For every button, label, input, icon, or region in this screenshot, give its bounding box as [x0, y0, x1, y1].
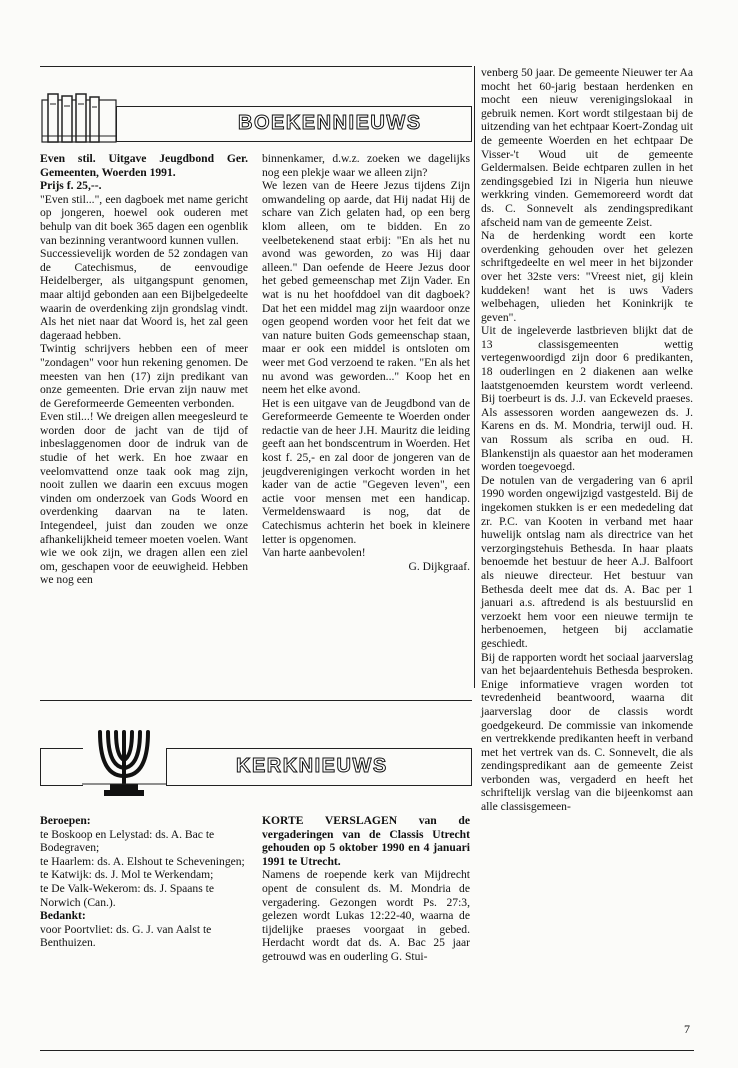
list-item: te Katwijk: ds. J. Mol te Werkendam;: [40, 868, 214, 882]
list-item: te De Valk-Wekerom: ds. J. Spaans te Norwich (Can.).: [40, 881, 215, 909]
paragraph: Uit de ingeleverde lastbrieven blijkt dat de 13 classisgemeenten wettig vertegenwoordigd zijn door 6 predikanten, 18 ouderlingen en 2 diakenen aan welke laatstgenoemden keurstem wordt verleend. Bij toerbeurt is ds. J.J. van Eckeveld praeses. Als assessoren worden aangewezen ds. J. Karens en ds. M. Mondria, terwijl oud. H. van Rossum als scriba en oud. H. Blankenstijn als quaestor aan het moderamen worden toegevoegd.: [481, 324, 693, 474]
boekennieuws-column-2: [262, 152, 470, 573]
paragraph: Successievelijk worden de 52 zondagen van de Catechismus, de eenvoudige Heidelberger, als uitgangspunt genomen, maar altijd gebonden aan een Bijbelgedeelte waarin de overdenking zijn grondslag vindt. Als het niet naar dat Woord is, het zal geen dageraad hebben.: [40, 247, 248, 342]
paragraph: "Even stil...", een dagboek met name gericht op jongeren, hoewel ook ouderen met behulp van dit boek 365 dagen een ogenblik van bezinning verantwoord kunnen vullen.: [40, 192, 248, 247]
paragraph: We lezen van de Heere Jezus tijdens Zijn omwandeling op aarde, dat Hij nadat Hij de schare van Zich gelaten had, op een berg klom alleen, om te bidden. En zo veelbetekenend staat erbij: "En als het nu avond was geworden, zo was Hij daar alleen." Dan oefende de Heere Jezus door het gebed gemeenschap met Zijn Vader. En wat is nu het hoofddoel van dit dagboek? Dat het een middel mag zijn waardoor onze ogen geopend worden voor het feit dat we van nature buiten Gods gemeenschap staan, maar er ook een middel is ontsloten om weer met God verzoend te raken. "En als het nu avond was geworden..." Koop het en neem het elke avond.: [262, 179, 470, 397]
menorah-icon: [82, 722, 166, 800]
paragraph: venberg 50 jaar. De gemeente Nieuwer ter Aa mocht het 60-jarig bestaan herdenken en mocht een nieuw verenigingslokaal in gebruik nemen. Kort wordt stilgestaan bij de uitzending van het echtpaar Koert-Zondag uit de gemeente Woerden en het echtpaar De Visser-'t Woud uit de gemeente Geldermalsen. Beide echtparen zullen in het zendingsgebied Izi in Nigeria hun nieuwe werkkring vinden. Gememoreerd wordt dat ds. C. Sonnevelt als zendingspredikant afscheid nam van de gemeente Zeist.: [481, 66, 693, 229]
list-item: voor Poortvliet: ds. G. J. van Aalst te Benthuizen.: [40, 922, 212, 950]
verslag-heading: KORTE VERSLAGEN van de vergaderingen van de Classis Utrecht gehouden op 5 oktober 1990 en 4 januari 1991 te Utrecht.: [262, 814, 470, 868]
bedankt-label: Bedankt:: [40, 909, 86, 923]
boekennieuws-banner: [40, 92, 472, 144]
book-price: Prijs f. 25,--.: [40, 179, 102, 193]
paragraph: Even stil...! We dreigen allen meegesleurd te worden door de jacht van de tijd of inbeslaggenomen door de indruk van de studie of het werk. En hoe zwaar en veelomvattend onze taak ook mag zijn, nooit zullen we daarin een excuus mogen vinden om onderzoek van Gods Woord en overdenking daarvan na te laten. Integendeel, juist dan zouden we onze afhankelijkheid temeer moeten voelen. Want wie we ook zijn, we dragen allen een ziel om, geschapen voor de eeuwigheid. Hebben we nog een: [40, 410, 248, 587]
paragraph: Het is een uitgave van de Jeugdbond van de Gereformeerde Gemeente te Woerden onder redactie van de heer J.H. Mauritz die leiding geeft aan het bondscentrum in Woerden. Het kost f. 25,- en zal door de jongeren van de jeugdverenigingen verkocht worden in het kader van de actie "Gegeven leven", een actie voor mensen met een handicap. Vermeldenswaard is nog, dat de Catechismus achterin het boek in kleinere letter is opgenomen.: [262, 396, 470, 546]
paragraph: De notulen van de vergadering van 6 april 1990 worden ongewijzigd vastgesteld. Bij de ingekomen stukken is er een mededeling dat zr. P.C. van Kooten in verband met haar huwelijk ontslag nam als directrice van het verzorgingstehuis Bethesda. In haar plaats benoemde het bestuur de heer A.J. Balfoort als nieuwe directeur. Het bestuur van Bethesda deelt mee dat ds. A. Bac per 1 januari a.s. aftredend is als bestuurslid en verzoekt hem voor een nieuwe termijn te herbenoemen, hetgeen bij acclamatie geschiedt.: [481, 473, 693, 650]
paragraph: Namens de roepende kerk van Mijdrecht opent de consulent ds. M. Mondria de vergadering. Gezongen wordt Ps. 27:3, gelezen wordt Lukas 12:22-40, waarna de tijdelijke praeses voorgaat in gebed. Herdacht wordt dat ds. A. Bac 25 jaar getrouwd was en ouderling G. Stui-: [262, 868, 470, 963]
boekennieuws-title: BOEKENNIEUWS: [238, 112, 422, 134]
list-item: te Haarlem: ds. A. Elshout te Scheveningen;: [40, 854, 245, 868]
signature: G. Dijkgraaf.: [408, 559, 470, 573]
kerknieuws-left-box: [40, 748, 83, 786]
paragraph: Twintig schrijvers hebben een of meer "zondagen" voor hun rekening genomen. De meesten van hen (17) zijn predikant van onze gemeenten. Drie ervan zijn nauw met de Gereformeerde Gemeenten verbonden.: [40, 342, 248, 410]
page-number: 7: [684, 1022, 690, 1036]
right-column: [481, 66, 693, 814]
boekennieuws-column-1: [40, 152, 248, 587]
kerknieuws-column-2: [262, 814, 470, 964]
kerknieuws-title: KERKNIEUWS: [236, 755, 388, 777]
books-icon: [40, 92, 120, 144]
column-divider-top: [474, 66, 475, 688]
paragraph: Na de herdenking wordt een korte overdenking gehouden over het gelezen schriftgedeelte en wel meer in het bijzonder over het 32ste vers: "Vreest niet, gij klein kuddeken! want het is uws Vaders welbehagen, ulieden het Koninkrijk te geven".: [481, 229, 693, 324]
kerknieuws-column-1: [40, 814, 248, 950]
paragraph: Bij de rapporten wordt het sociaal jaarverslag van het bejaardentehuis Bethesda besproken. Enige informatieve vragen worden tot tevredenheid beantwoord, waarna dit jaarverslag door de classis wordt goedgekeurd. De commissie van inkomende en vertrekkende predikanten heeft in verband met het vertrek van ds. C. Sonnevelt, die als zendingspredikant aan de gemeente Zeist verbonden was, vergaderd en heeft het schriftelijk verslag van die bijeenkomst aan alle classisgemeen-: [481, 650, 693, 814]
section-rule: [40, 700, 472, 701]
bottom-rule: [40, 1050, 694, 1051]
beroepen-label: Beroepen:: [40, 814, 91, 827]
book-heading: Even stil. Uitgave Jeugdbond Ger. Gemeenten, Woerden 1991.: [40, 152, 248, 179]
list-item: te Boskoop en Lelystad: ds. A. Bac te Bodegraven;: [40, 827, 215, 855]
paragraph: binnenkamer, d.w.z. zoeken we dagelijks nog een plekje waar we alleen zijn?: [262, 152, 470, 179]
paragraph: Van harte aanbevolen!: [262, 546, 366, 560]
kerknieuws-banner: [40, 722, 472, 800]
top-rule: [40, 66, 472, 67]
